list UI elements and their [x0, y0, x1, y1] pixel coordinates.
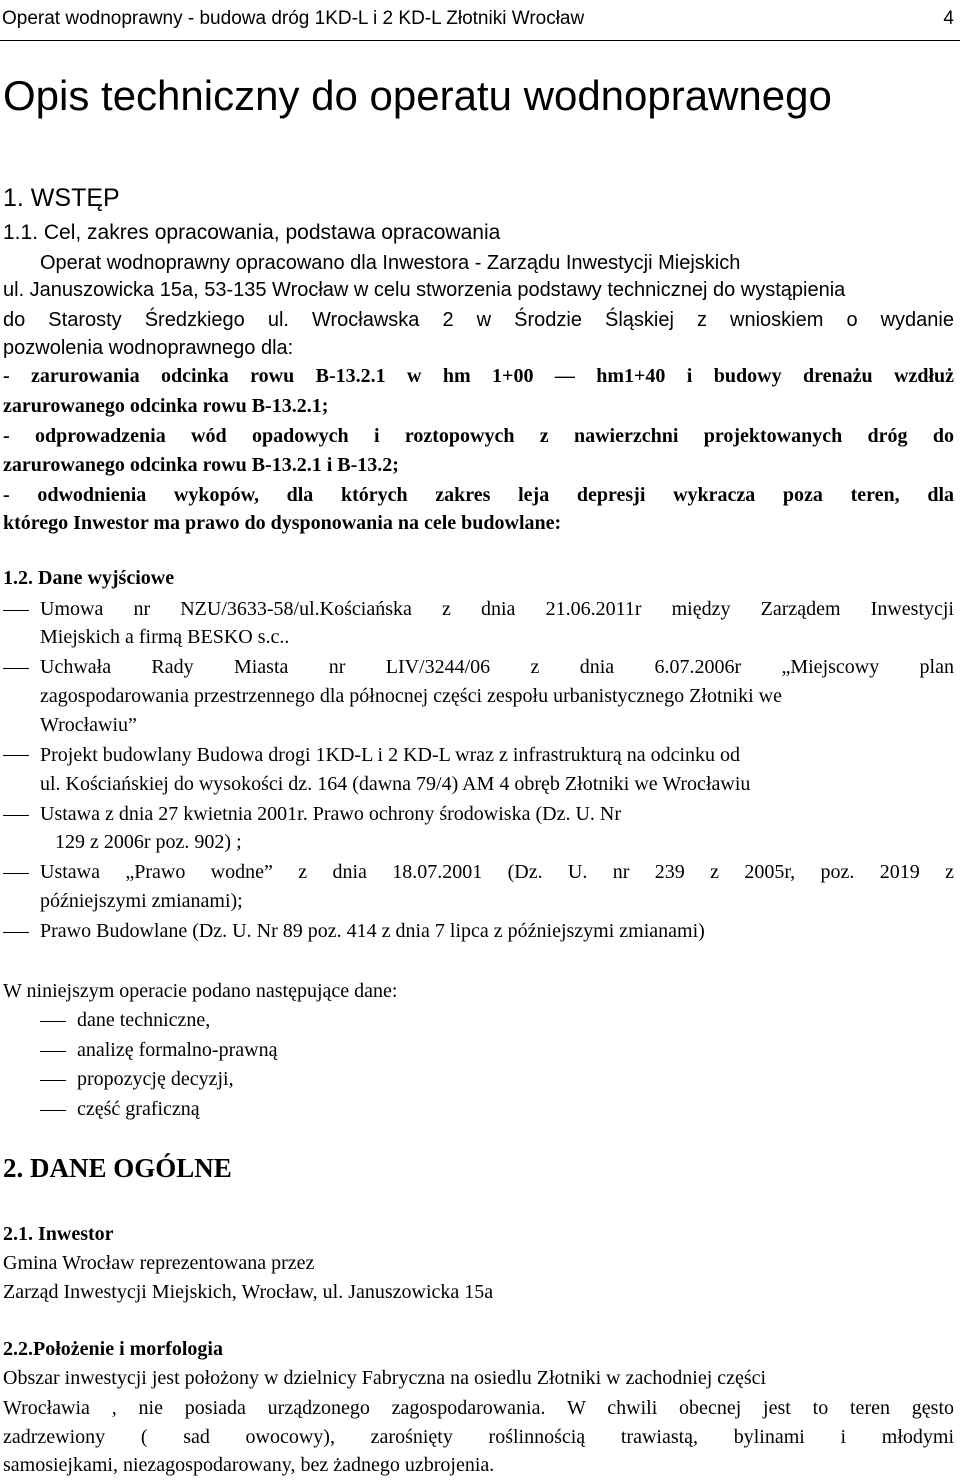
scope-line-1: - zarurowania odcinka rowu B-13.2.1 w hm 1+00 — hm1+40 i budowy drenażu wzdłuż [3, 365, 954, 387]
section-2-2-heading: 2.2.Położenie i morfologia [3, 1338, 223, 1360]
input-item-4-line-2: 129 z 2006r poz. 902) ; [55, 831, 242, 853]
scope-line-3: - odprowadzenia wód opadowych i roztopowych z nawierzchni projektowanych dróg do [3, 425, 954, 447]
input-item-3-line-2: ul. Kościańskiej do wysokości dz. 164 (dawna 79/4) AM 4 obręb Złotniki we Wrocławiu [40, 773, 751, 795]
input-item-2-line-3: Wrocławiu” [40, 714, 137, 736]
list-dash-icon [3, 873, 29, 874]
list-dash-icon [40, 1021, 66, 1022]
header-text: Operat wodnoprawny - budowa dróg 1KD-L i 2 KD-L Złotniki Wrocław [2, 8, 585, 29]
list-dash-icon [40, 1110, 66, 1111]
location-line-4: samosiejkami, niezagospodarowany, bez żadnego uzbrojenia. [3, 1454, 495, 1476]
scope-line-5: - odwodnienia wykopów, dla których zakres leja depresji wykracza poza teren, dla [3, 484, 954, 506]
input-item-5-line-1: Ustawa „Prawo wodne” z dnia 18.07.2001 (Dz. U. nr 239 z 2005r, poz. 2019 z [40, 861, 954, 883]
location-line-1: Obszar inwestycji jest położony w dzielnicy Fabryczna na osiedlu Złotniki w zachodniej części [3, 1367, 767, 1389]
intro-line-3: do Starosty Średzkiego ul. Wrocławska 2 w Środzie Śląskiej z wnioskiem o wydanie [3, 309, 954, 331]
input-item-2-line-1: Uchwała Rady Miasta nr LIV/3244/06 z dnia 6.07.2006r „Miejscowy plan [40, 656, 954, 678]
page-number: 4 [943, 8, 954, 29]
list-dash-icon [3, 815, 29, 816]
list-dash-icon [3, 755, 29, 756]
intro-line-2: ul. Januszowicka 15a, 53-135 Wrocław w celu stworzenia podstawy technicznej do wystąpienia [3, 279, 846, 301]
intro-line-4: pozwolenia wodnoprawnego dla: [3, 337, 294, 359]
list-dash-icon [40, 1080, 66, 1081]
input-item-3-line-1: Projekt budowlany Budowa drogi 1KD-L i 2 KD-L wraz z infrastrukturą na odcinku od [40, 744, 741, 766]
scope-line-2: zarurowanego odcinka rowu B-13.2.1; [3, 395, 329, 417]
section-2-heading: 2. DANE OGÓLNE [3, 1153, 232, 1183]
section-1-heading: 1. WSTĘP [3, 184, 120, 212]
list-dash-icon [3, 610, 29, 611]
investor-line-1: Gmina Wrocław reprezentowana przez [3, 1252, 315, 1274]
section-2-1-heading: 2.1. Inwestor [3, 1223, 114, 1245]
section-1-1-heading: 1.1. Cel, zakres opracowania, podstawa opracowania [3, 221, 501, 244]
scope-line-4: zarurowanego odcinka rowu B-13.2.1 i B-13.2; [3, 454, 399, 476]
location-line-3: zadrzewiony ( sad owocowy), zarośnięty roślinnością trawiastą, bylinami i młodymi [3, 1426, 954, 1448]
input-item-1-line-1: Umowa nr NZU/3633-58/ul.Kościańska z dnia 21.06.2011r między Zarządem Inwestycji [40, 598, 954, 620]
input-item-4-line-1: Ustawa z dnia 27 kwietnia 2001r. Prawo ochrony środowiska (Dz. U. Nr [40, 803, 621, 825]
section-1-2-heading: 1.2. Dane wyjściowe [3, 567, 175, 589]
input-item-6-line-1: Prawo Budowlane (Dz. U. Nr 89 poz. 414 z dnia 7 lipca z późniejszymi zmianami) [40, 920, 705, 942]
intro-line-1: Operat wodnoprawny opracowano dla Inwestora - Zarządu Inwestycji Miejskich [40, 252, 741, 274]
contents-item-4: część graficzną [77, 1098, 200, 1120]
contents-item-2: analizę formalno-prawną [77, 1039, 278, 1061]
contents-item-1: dane techniczne, [77, 1009, 211, 1031]
contents-intro: W niniejszym operacie podano następujące dane: [3, 980, 398, 1002]
contents-item-3: propozycję decyzji, [77, 1068, 234, 1090]
scope-line-6: którego Inwestor ma prawo do dysponowania na cele budowlane: [3, 512, 562, 534]
input-item-5-line-2: późniejszymi zmianami); [40, 890, 243, 912]
list-dash-icon [3, 932, 29, 933]
page-header [0, 0, 960, 41]
list-dash-icon [40, 1051, 66, 1052]
input-item-2-line-2: zagospodarowania przestrzennego dla północnej części zespołu urbanistycznego Złotniki we [40, 685, 782, 707]
list-dash-icon [3, 668, 29, 669]
location-line-2: Wrocławia , nie posiada urządzonego zagospodarowania. W chwili obecnej jest to teren gęsto [3, 1397, 954, 1419]
document-title: Opis techniczny do operatu wodnoprawnego [3, 72, 832, 119]
input-item-1-line-2: Miejskich a firmą BESKO s.c.. [40, 626, 290, 648]
investor-line-2: Zarząd Inwestycji Miejskich, Wrocław, ul. Januszowicka 15a [3, 1281, 494, 1303]
